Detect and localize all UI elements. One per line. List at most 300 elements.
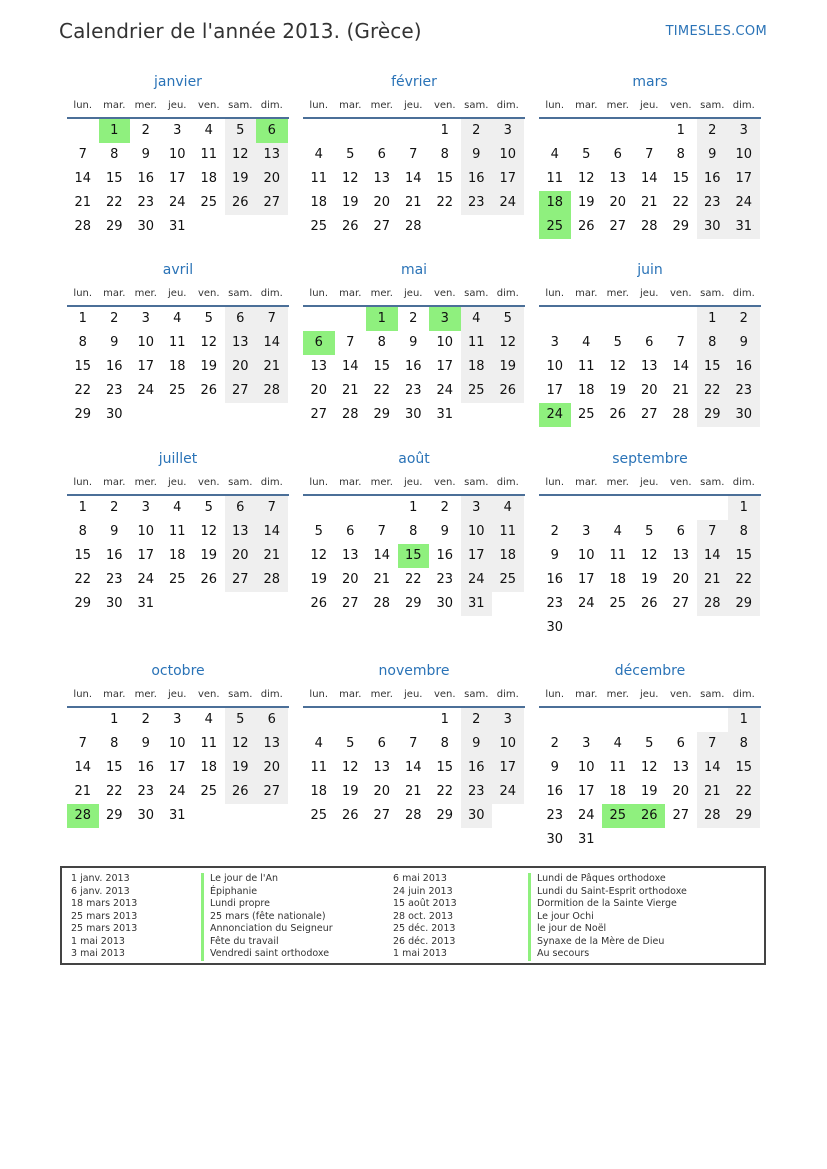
day-cell[interactable]: 18: [461, 355, 493, 379]
day-cell[interactable]: 23: [461, 191, 493, 215]
day-cell[interactable]: 12: [225, 732, 257, 756]
day-cell[interactable]: 20: [225, 355, 257, 379]
day-cell[interactable]: 25: [310, 808, 328, 823]
day-cell[interactable]: 14: [341, 359, 359, 374]
day-cell[interactable]: 4: [314, 736, 323, 751]
day-cell[interactable]: 19: [341, 784, 359, 799]
day-cell[interactable]: 26: [341, 808, 359, 823]
day-cell[interactable]: 29: [105, 219, 123, 234]
day-cell[interactable]: 17: [546, 383, 564, 398]
day-cell[interactable]: 8: [78, 335, 87, 350]
day-cell[interactable]: 30: [105, 596, 123, 611]
day-cell[interactable]: 6: [377, 147, 386, 162]
day-cell[interactable]: 1: [440, 712, 449, 727]
day-cell[interactable]: 29: [105, 808, 123, 823]
day-cell[interactable]: 24: [577, 596, 595, 611]
day-cell[interactable]: 3: [728, 119, 760, 143]
day-cell[interactable]: 16: [546, 572, 564, 587]
day-cell[interactable]: 27: [373, 808, 391, 823]
day-cell[interactable]: 1: [409, 500, 418, 515]
day-cell[interactable]: 16: [436, 548, 454, 563]
day-cell[interactable]: 7: [78, 736, 87, 751]
day-cell[interactable]: 2: [409, 311, 418, 326]
day-cell[interactable]: 13: [672, 760, 690, 775]
day-cell[interactable]: 18: [577, 383, 595, 398]
day-cell[interactable]: 25: [310, 219, 328, 234]
day-cell[interactable]: 17: [137, 548, 155, 563]
day-cell[interactable]: 31: [728, 215, 760, 239]
day-cell[interactable]: 20: [373, 784, 391, 799]
day-cell[interactable]: 26: [200, 383, 218, 398]
day-cell[interactable]: 11: [609, 760, 627, 775]
day-cell[interactable]: 4: [204, 123, 213, 138]
day-cell[interactable]: 5: [225, 708, 257, 732]
day-cell[interactable]: 1: [728, 708, 760, 732]
day-cell[interactable]: 21: [404, 195, 422, 210]
day-cell[interactable]: 26: [634, 804, 666, 828]
day-cell[interactable]: 8: [676, 147, 685, 162]
day-cell[interactable]: 9: [110, 524, 119, 539]
day-cell[interactable]: 20: [609, 195, 627, 210]
day-cell[interactable]: 12: [200, 524, 218, 539]
day-cell[interactable]: 28: [404, 808, 422, 823]
day-cell[interactable]: 11: [492, 520, 524, 544]
day-cell[interactable]: 27: [640, 407, 658, 422]
day-cell[interactable]: 13: [225, 331, 257, 355]
day-cell[interactable]: 19: [492, 355, 524, 379]
day-cell[interactable]: 11: [200, 736, 218, 751]
day-cell[interactable]: 12: [609, 359, 627, 374]
day-cell[interactable]: 3: [461, 496, 493, 520]
day-cell[interactable]: 8: [377, 335, 386, 350]
day-cell[interactable]: 30: [461, 804, 493, 828]
day-cell[interactable]: 4: [204, 712, 213, 727]
day-cell[interactable]: 11: [200, 147, 218, 162]
day-cell[interactable]: 15: [697, 355, 729, 379]
day-cell[interactable]: 19: [640, 784, 658, 799]
day-cell[interactable]: 16: [105, 548, 123, 563]
day-cell[interactable]: 9: [141, 736, 150, 751]
day-cell[interactable]: 25: [577, 407, 595, 422]
day-cell[interactable]: 7: [645, 147, 654, 162]
day-cell[interactable]: 7: [409, 147, 418, 162]
day-cell[interactable]: 24: [461, 568, 493, 592]
day-cell[interactable]: 21: [341, 383, 359, 398]
day-cell[interactable]: 25: [200, 784, 218, 799]
day-cell[interactable]: 26: [310, 596, 328, 611]
day-cell[interactable]: 3: [492, 708, 524, 732]
day-cell[interactable]: 27: [609, 219, 627, 234]
day-cell[interactable]: 14: [697, 756, 729, 780]
day-cell[interactable]: 26: [492, 379, 524, 403]
day-cell[interactable]: 18: [609, 784, 627, 799]
day-cell[interactable]: 17: [492, 167, 524, 191]
day-cell[interactable]: 7: [697, 732, 729, 756]
day-cell[interactable]: 14: [74, 760, 92, 775]
day-cell[interactable]: 16: [461, 167, 493, 191]
day-cell[interactable]: 3: [492, 119, 524, 143]
day-cell[interactable]: 12: [225, 143, 257, 167]
day-cell[interactable]: 29: [404, 596, 422, 611]
day-cell[interactable]: 27: [225, 379, 257, 403]
day-cell[interactable]: 15: [436, 171, 454, 186]
day-cell[interactable]: 1: [78, 311, 87, 326]
day-cell[interactable]: 26: [640, 596, 658, 611]
day-cell[interactable]: 18: [539, 191, 571, 215]
day-cell[interactable]: 12: [640, 760, 658, 775]
day-cell[interactable]: 19: [225, 756, 257, 780]
day-cell[interactable]: 14: [373, 548, 391, 563]
day-cell[interactable]: 20: [256, 167, 288, 191]
day-cell[interactable]: 10: [168, 147, 186, 162]
day-cell[interactable]: 13: [341, 548, 359, 563]
day-cell[interactable]: 16: [461, 756, 493, 780]
day-cell[interactable]: 6: [303, 331, 335, 355]
day-cell[interactable]: 30: [436, 596, 454, 611]
day-cell[interactable]: 24: [539, 403, 571, 427]
day-cell[interactable]: 19: [225, 167, 257, 191]
day-cell[interactable]: 1: [440, 123, 449, 138]
day-cell[interactable]: 8: [728, 520, 760, 544]
day-cell[interactable]: 3: [429, 307, 461, 331]
day-cell[interactable]: 18: [492, 544, 524, 568]
day-cell[interactable]: 7: [256, 496, 288, 520]
day-cell[interactable]: 25: [168, 572, 186, 587]
day-cell[interactable]: 23: [697, 191, 729, 215]
day-cell[interactable]: 5: [582, 147, 591, 162]
day-cell[interactable]: 9: [461, 143, 493, 167]
day-cell[interactable]: 25: [461, 379, 493, 403]
day-cell[interactable]: 12: [640, 548, 658, 563]
day-cell[interactable]: 12: [577, 171, 595, 186]
day-cell[interactable]: 6: [225, 307, 257, 331]
day-cell[interactable]: 11: [577, 359, 595, 374]
day-cell[interactable]: 27: [225, 568, 257, 592]
day-cell[interactable]: 7: [346, 335, 355, 350]
day-cell[interactable]: 22: [728, 568, 760, 592]
day-cell[interactable]: 16: [404, 359, 422, 374]
day-cell[interactable]: 10: [577, 548, 595, 563]
day-cell[interactable]: 27: [256, 191, 288, 215]
day-cell[interactable]: 14: [256, 520, 288, 544]
day-cell[interactable]: 15: [105, 760, 123, 775]
day-cell[interactable]: 3: [141, 500, 150, 515]
day-cell[interactable]: 13: [310, 359, 328, 374]
day-cell[interactable]: 7: [676, 335, 685, 350]
day-cell[interactable]: 6: [377, 736, 386, 751]
day-cell[interactable]: 17: [436, 359, 454, 374]
day-cell[interactable]: 3: [550, 335, 559, 350]
day-cell[interactable]: 28: [67, 804, 99, 828]
day-cell[interactable]: 24: [168, 784, 186, 799]
day-cell[interactable]: 26: [341, 219, 359, 234]
day-cell[interactable]: 21: [404, 784, 422, 799]
day-cell[interactable]: 18: [310, 784, 328, 799]
day-cell[interactable]: 10: [436, 335, 454, 350]
day-cell[interactable]: 22: [672, 195, 690, 210]
day-cell[interactable]: 3: [141, 311, 150, 326]
day-cell[interactable]: 3: [173, 123, 182, 138]
day-cell[interactable]: 13: [256, 732, 288, 756]
day-cell[interactable]: 21: [74, 784, 92, 799]
day-cell[interactable]: 22: [697, 379, 729, 403]
day-cell[interactable]: 18: [200, 760, 218, 775]
day-cell[interactable]: 16: [137, 760, 155, 775]
day-cell[interactable]: 21: [640, 195, 658, 210]
day-cell[interactable]: 15: [74, 359, 92, 374]
day-cell[interactable]: 21: [697, 568, 729, 592]
day-cell[interactable]: 13: [609, 171, 627, 186]
day-cell[interactable]: 20: [341, 572, 359, 587]
day-cell[interactable]: 22: [728, 780, 760, 804]
day-cell[interactable]: 31: [436, 407, 454, 422]
day-cell[interactable]: 15: [373, 359, 391, 374]
day-cell[interactable]: 1: [366, 307, 398, 331]
day-cell[interactable]: 5: [613, 335, 622, 350]
day-cell[interactable]: 29: [672, 219, 690, 234]
day-cell[interactable]: 19: [577, 195, 595, 210]
day-cell[interactable]: 28: [672, 407, 690, 422]
day-cell[interactable]: 26: [200, 572, 218, 587]
day-cell[interactable]: 12: [310, 548, 328, 563]
day-cell[interactable]: 11: [168, 524, 186, 539]
day-cell[interactable]: 21: [256, 355, 288, 379]
day-cell[interactable]: 13: [672, 548, 690, 563]
day-cell[interactable]: 23: [105, 383, 123, 398]
day-cell[interactable]: 19: [609, 383, 627, 398]
day-cell[interactable]: 5: [314, 524, 323, 539]
day-cell[interactable]: 22: [105, 784, 123, 799]
day-cell[interactable]: 7: [697, 520, 729, 544]
day-cell[interactable]: 23: [404, 383, 422, 398]
day-cell[interactable]: 28: [640, 219, 658, 234]
day-cell[interactable]: 15: [398, 544, 430, 568]
day-cell[interactable]: 11: [168, 335, 186, 350]
day-cell[interactable]: 17: [728, 167, 760, 191]
day-cell[interactable]: 29: [74, 407, 92, 422]
day-cell[interactable]: 11: [546, 171, 564, 186]
day-cell[interactable]: 23: [105, 572, 123, 587]
day-cell[interactable]: 21: [672, 383, 690, 398]
day-cell[interactable]: 22: [373, 383, 391, 398]
day-cell[interactable]: 14: [256, 331, 288, 355]
day-cell[interactable]: 9: [697, 143, 729, 167]
day-cell[interactable]: 28: [256, 568, 288, 592]
day-cell[interactable]: 16: [728, 355, 760, 379]
day-cell[interactable]: 4: [314, 147, 323, 162]
day-cell[interactable]: 15: [105, 171, 123, 186]
day-cell[interactable]: 22: [74, 383, 92, 398]
day-cell[interactable]: 21: [256, 544, 288, 568]
day-cell[interactable]: 6: [256, 119, 288, 143]
day-cell[interactable]: 18: [609, 572, 627, 587]
day-cell[interactable]: 20: [310, 383, 328, 398]
day-cell[interactable]: 18: [168, 359, 186, 374]
day-cell[interactable]: 23: [546, 808, 564, 823]
day-cell[interactable]: 11: [461, 331, 493, 355]
day-cell[interactable]: 26: [225, 191, 257, 215]
day-cell[interactable]: 10: [461, 520, 493, 544]
day-cell[interactable]: 6: [676, 736, 685, 751]
day-cell[interactable]: 24: [137, 383, 155, 398]
day-cell[interactable]: 28: [697, 592, 729, 616]
day-cell[interactable]: 8: [110, 147, 119, 162]
day-cell[interactable]: 9: [728, 331, 760, 355]
day-cell[interactable]: 5: [645, 524, 654, 539]
day-cell[interactable]: 18: [168, 548, 186, 563]
day-cell[interactable]: 8: [440, 736, 449, 751]
day-cell[interactable]: 11: [310, 171, 328, 186]
day-cell[interactable]: 9: [110, 335, 119, 350]
day-cell[interactable]: 6: [225, 496, 257, 520]
day-cell[interactable]: 1: [78, 500, 87, 515]
day-cell[interactable]: 29: [74, 596, 92, 611]
day-cell[interactable]: 6: [346, 524, 355, 539]
day-cell[interactable]: 26: [225, 780, 257, 804]
day-cell[interactable]: 10: [577, 760, 595, 775]
day-cell[interactable]: 22: [404, 572, 422, 587]
day-cell[interactable]: 23: [137, 195, 155, 210]
day-cell[interactable]: 10: [492, 143, 524, 167]
day-cell[interactable]: 14: [74, 171, 92, 186]
day-cell[interactable]: 10: [728, 143, 760, 167]
day-cell[interactable]: 5: [645, 736, 654, 751]
day-cell[interactable]: 25: [602, 804, 634, 828]
day-cell[interactable]: 2: [461, 708, 493, 732]
day-cell[interactable]: 21: [697, 780, 729, 804]
day-cell[interactable]: 7: [377, 524, 386, 539]
day-cell[interactable]: 9: [440, 524, 449, 539]
day-cell[interactable]: 1: [110, 712, 119, 727]
day-cell[interactable]: 13: [256, 143, 288, 167]
day-cell[interactable]: 1: [99, 119, 131, 143]
day-cell[interactable]: 18: [310, 195, 328, 210]
day-cell[interactable]: 30: [728, 403, 760, 427]
day-cell[interactable]: 14: [640, 171, 658, 186]
day-cell[interactable]: 23: [461, 780, 493, 804]
day-cell[interactable]: 15: [672, 171, 690, 186]
day-cell[interactable]: 17: [577, 784, 595, 799]
day-cell[interactable]: 10: [137, 524, 155, 539]
day-cell[interactable]: 21: [74, 195, 92, 210]
day-cell[interactable]: 18: [200, 171, 218, 186]
site-brand[interactable]: TIMESLES.COM: [665, 24, 767, 39]
day-cell[interactable]: 12: [492, 331, 524, 355]
day-cell[interactable]: 10: [546, 359, 564, 374]
day-cell[interactable]: 22: [105, 195, 123, 210]
day-cell[interactable]: 4: [613, 524, 622, 539]
day-cell[interactable]: 5: [492, 307, 524, 331]
day-cell[interactable]: 15: [74, 548, 92, 563]
day-cell[interactable]: 25: [168, 383, 186, 398]
day-cell[interactable]: 16: [137, 171, 155, 186]
day-cell[interactable]: 27: [373, 219, 391, 234]
day-cell[interactable]: 4: [173, 500, 182, 515]
day-cell[interactable]: 12: [200, 335, 218, 350]
day-cell[interactable]: 23: [436, 572, 454, 587]
day-cell[interactable]: 25: [492, 568, 524, 592]
day-cell[interactable]: 25: [609, 596, 627, 611]
day-cell[interactable]: 22: [436, 784, 454, 799]
day-cell[interactable]: 2: [141, 712, 150, 727]
day-cell[interactable]: 8: [409, 524, 418, 539]
day-cell[interactable]: 27: [672, 808, 690, 823]
day-cell[interactable]: 9: [461, 732, 493, 756]
day-cell[interactable]: 17: [461, 544, 493, 568]
day-cell[interactable]: 27: [672, 596, 690, 611]
day-cell[interactable]: 8: [728, 732, 760, 756]
day-cell[interactable]: 3: [173, 712, 182, 727]
day-cell[interactable]: 31: [168, 808, 186, 823]
day-cell[interactable]: 28: [341, 407, 359, 422]
day-cell[interactable]: 17: [492, 756, 524, 780]
day-cell[interactable]: 12: [341, 171, 359, 186]
day-cell[interactable]: 28: [373, 596, 391, 611]
day-cell[interactable]: 4: [550, 147, 559, 162]
day-cell[interactable]: 24: [137, 572, 155, 587]
day-cell[interactable]: 24: [168, 195, 186, 210]
day-cell[interactable]: 10: [492, 732, 524, 756]
day-cell[interactable]: 4: [461, 307, 493, 331]
day-cell[interactable]: 14: [697, 544, 729, 568]
day-cell[interactable]: 30: [105, 407, 123, 422]
day-cell[interactable]: 20: [373, 195, 391, 210]
day-cell[interactable]: 29: [373, 407, 391, 422]
day-cell[interactable]: 21: [373, 572, 391, 587]
day-cell[interactable]: 4: [613, 736, 622, 751]
day-cell[interactable]: 23: [546, 596, 564, 611]
day-cell[interactable]: 24: [577, 808, 595, 823]
day-cell[interactable]: 28: [404, 219, 422, 234]
day-cell[interactable]: 25: [539, 215, 571, 239]
day-cell[interactable]: 9: [141, 147, 150, 162]
day-cell[interactable]: 27: [256, 780, 288, 804]
day-cell[interactable]: 19: [200, 548, 218, 563]
day-cell[interactable]: 13: [225, 520, 257, 544]
day-cell[interactable]: 15: [728, 756, 760, 780]
day-cell[interactable]: 1: [676, 123, 685, 138]
day-cell[interactable]: 5: [346, 147, 355, 162]
day-cell[interactable]: 24: [436, 383, 454, 398]
day-cell[interactable]: 7: [256, 307, 288, 331]
day-cell[interactable]: 20: [640, 383, 658, 398]
day-cell[interactable]: 27: [310, 407, 328, 422]
day-cell[interactable]: 27: [341, 596, 359, 611]
day-cell[interactable]: 28: [74, 219, 92, 234]
day-cell[interactable]: 13: [640, 359, 658, 374]
day-cell[interactable]: 9: [550, 760, 559, 775]
day-cell[interactable]: 19: [341, 195, 359, 210]
day-cell[interactable]: 17: [168, 760, 186, 775]
day-cell[interactable]: 9: [409, 335, 418, 350]
day-cell[interactable]: 20: [256, 756, 288, 780]
day-cell[interactable]: 2: [697, 119, 729, 143]
day-cell[interactable]: 23: [137, 784, 155, 799]
day-cell[interactable]: 16: [546, 784, 564, 799]
day-cell[interactable]: 14: [404, 760, 422, 775]
day-cell[interactable]: 2: [141, 123, 150, 138]
day-cell[interactable]: 15: [728, 544, 760, 568]
day-cell[interactable]: 31: [137, 596, 155, 611]
day-cell[interactable]: 17: [168, 171, 186, 186]
day-cell[interactable]: 2: [440, 500, 449, 515]
day-cell[interactable]: 22: [74, 572, 92, 587]
day-cell[interactable]: 4: [173, 311, 182, 326]
day-cell[interactable]: 4: [582, 335, 591, 350]
day-cell[interactable]: 14: [672, 359, 690, 374]
day-cell[interactable]: 30: [137, 219, 155, 234]
day-cell[interactable]: 19: [200, 359, 218, 374]
